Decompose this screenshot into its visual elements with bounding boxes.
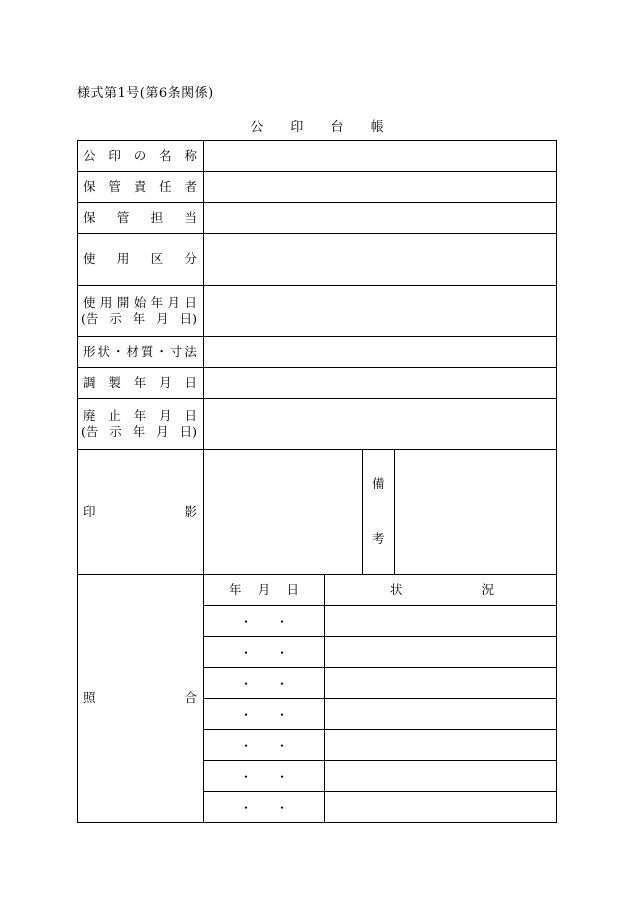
date-separator-dot: ・ xyxy=(240,677,253,691)
date-separator-dot: ・ xyxy=(240,646,253,660)
label-char: 質 xyxy=(140,344,154,359)
label-char: 始 xyxy=(133,295,147,310)
label-char: 担 xyxy=(150,210,164,225)
label-char: 照 xyxy=(83,690,96,705)
verify-row-divider xyxy=(203,791,557,792)
label-manufacture-date xyxy=(83,375,197,391)
label-char: 当 xyxy=(184,210,197,225)
title-char: 帳 xyxy=(370,120,384,135)
verify-row-divider xyxy=(203,605,557,606)
date-separator-dot: ・ xyxy=(276,708,289,722)
label-char: 日) xyxy=(179,311,197,326)
date-separator-dot: ・ xyxy=(240,770,253,784)
remarks-divider-left xyxy=(362,449,363,574)
date-separator-dot: ・ xyxy=(276,615,289,629)
form-number: 様式第1号(第6条関係) xyxy=(77,86,214,101)
label-keeper xyxy=(83,210,197,226)
label-char: 使 xyxy=(83,295,96,310)
label-char: 月 xyxy=(156,424,169,439)
label-char: ・ xyxy=(111,344,125,359)
label-char: 月 xyxy=(159,408,172,423)
label-char: 区 xyxy=(150,251,164,266)
label-abolition-date xyxy=(83,408,197,424)
label-char: 名 xyxy=(159,148,172,163)
table-border-right xyxy=(556,140,557,823)
label-verification xyxy=(83,690,197,706)
label-char: 月 xyxy=(159,375,172,390)
label-char: 用 xyxy=(116,251,130,266)
label-char: 廃 xyxy=(83,408,96,423)
title-char: 公 xyxy=(250,120,264,135)
label-char: 製 xyxy=(108,375,121,390)
label-char: 任 xyxy=(159,179,172,194)
label-char: 保 xyxy=(83,210,96,225)
label-char: 寸 xyxy=(169,344,183,359)
label-char: 管 xyxy=(116,210,130,225)
row-divider xyxy=(77,449,557,450)
verify-row-divider xyxy=(203,698,557,699)
label-char: (告 xyxy=(81,311,99,326)
label-custodian xyxy=(83,179,197,195)
label-usage-start-date xyxy=(83,295,197,311)
label-char: の xyxy=(133,148,147,163)
label-char: 月 xyxy=(156,311,169,326)
label-usage-category xyxy=(83,251,197,267)
label-char: 印 xyxy=(83,504,96,519)
date-separator-dot: ・ xyxy=(240,708,253,722)
label-char: 止 xyxy=(108,408,121,423)
table-border-top xyxy=(77,140,557,141)
row-divider xyxy=(77,336,557,337)
label-char: 状 xyxy=(97,344,110,359)
row-divider xyxy=(77,171,557,172)
row-divider xyxy=(77,202,557,203)
row-divider xyxy=(77,574,557,575)
title-char: 印 xyxy=(290,120,304,135)
label-shape-material-size xyxy=(83,344,197,360)
label-char: 日 xyxy=(184,375,197,390)
remarks-divider-right xyxy=(394,449,395,574)
title-char: 台 xyxy=(330,120,344,135)
date-separator-dot: ・ xyxy=(240,739,253,753)
verify-row-divider xyxy=(203,667,557,668)
label-char: 保 xyxy=(83,179,96,194)
date-separator-dot: ・ xyxy=(276,770,289,784)
label-abolition-notice xyxy=(81,424,197,440)
label-char: 調 xyxy=(83,375,96,390)
table-border-left xyxy=(77,140,78,823)
label-remarks-char: 備 xyxy=(372,476,385,491)
verify-row-divider xyxy=(203,729,557,730)
header-status xyxy=(390,582,494,598)
ledger-title xyxy=(77,116,557,135)
label-char: 年 xyxy=(150,295,164,310)
header-char: 年 xyxy=(229,582,242,597)
label-char: 印 xyxy=(108,148,121,163)
row-divider xyxy=(77,398,557,399)
date-separator-dot: ・ xyxy=(276,646,289,660)
label-char: 形 xyxy=(83,344,96,359)
label-char: 分 xyxy=(184,251,197,266)
label-char: 管 xyxy=(108,179,121,194)
label-char: 責 xyxy=(133,179,147,194)
date-separator-dot: ・ xyxy=(276,801,289,815)
label-char: 公 xyxy=(83,148,96,163)
header-char: 日 xyxy=(286,582,299,597)
label-usage-start-notice xyxy=(81,311,197,327)
label-seal-name xyxy=(83,148,197,164)
date-separator-dot: ・ xyxy=(276,739,289,753)
label-seal-impression xyxy=(83,504,197,520)
label-char: 示 xyxy=(109,311,122,326)
seal-ledger-table xyxy=(77,140,557,823)
header-char: 月 xyxy=(257,582,271,597)
label-char: 法 xyxy=(184,344,197,359)
label-char: 用 xyxy=(99,295,113,310)
label-char: 年 xyxy=(132,311,146,326)
label-char: 合 xyxy=(184,690,197,705)
header-date xyxy=(229,582,299,598)
label-char: 年 xyxy=(133,375,147,390)
table-border-bottom xyxy=(77,822,557,823)
date-separator-dot: ・ xyxy=(240,801,253,815)
label-remarks-char: 考 xyxy=(372,531,385,546)
label-char: 示 xyxy=(109,424,122,439)
label-char: 日 xyxy=(184,408,197,423)
verify-row-divider xyxy=(203,760,557,761)
label-char: 年 xyxy=(133,408,147,423)
row-divider xyxy=(77,233,557,234)
label-char: 年 xyxy=(132,424,146,439)
label-column-divider xyxy=(203,140,204,823)
row-divider xyxy=(77,285,557,286)
label-char: 者 xyxy=(184,179,197,194)
header-char: 状 xyxy=(390,582,403,597)
label-char: 開 xyxy=(116,295,130,310)
label-char: 日) xyxy=(179,424,197,439)
header-char: 況 xyxy=(481,582,494,597)
label-char: 月 xyxy=(167,295,181,310)
row-divider xyxy=(77,367,557,368)
label-char: 材 xyxy=(126,344,139,359)
date-separator-dot: ・ xyxy=(240,615,253,629)
label-char: 影 xyxy=(184,504,197,519)
label-char: 使 xyxy=(83,251,96,266)
label-char: 称 xyxy=(184,148,197,163)
label-char: 日 xyxy=(184,295,197,310)
date-separator-dot: ・ xyxy=(276,677,289,691)
label-char: (告 xyxy=(81,424,99,439)
label-char: ・ xyxy=(155,344,168,359)
verify-row-divider xyxy=(203,636,557,637)
